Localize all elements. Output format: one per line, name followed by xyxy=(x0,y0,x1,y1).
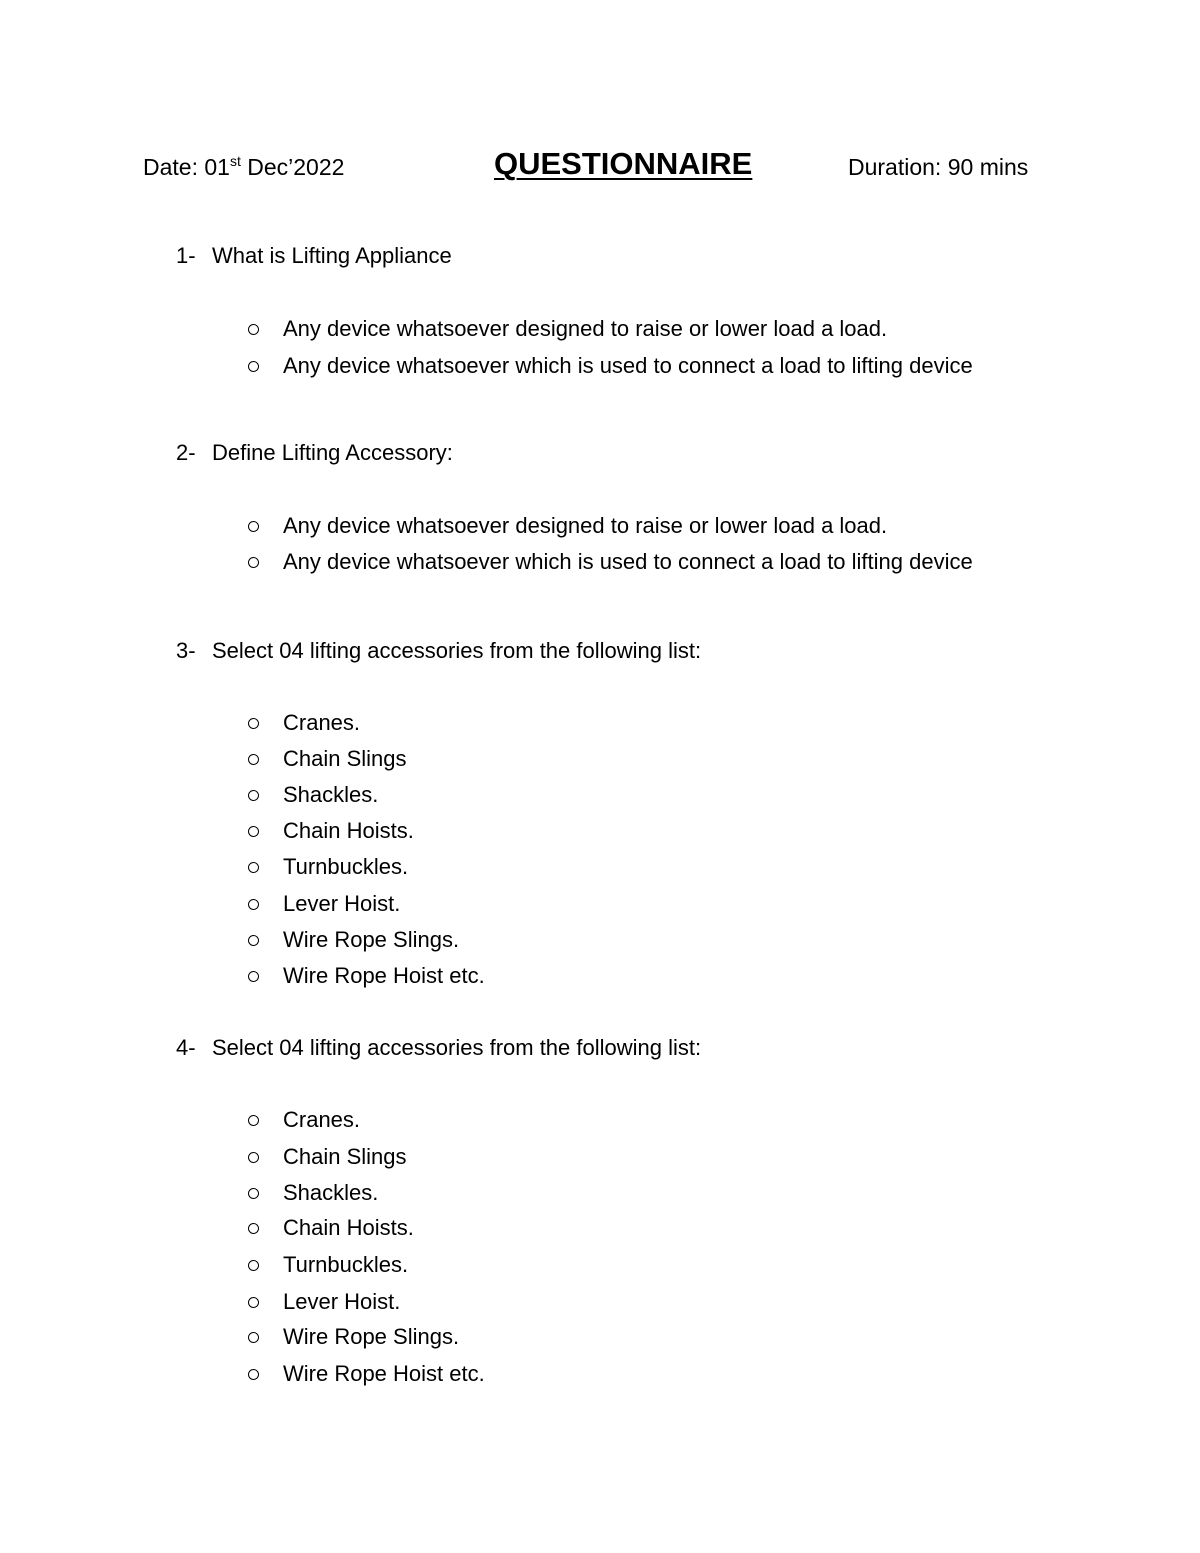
question-number: 3- xyxy=(176,638,196,663)
option-text: Chain Hoists. xyxy=(283,1215,414,1240)
page-title: QUESTIONNAIRE xyxy=(494,146,753,181)
hollow-circle-bullet-icon xyxy=(248,1115,259,1126)
hollow-circle-bullet-icon xyxy=(248,754,259,765)
option-text: Any device whatsoever designed to raise or lower load a load. xyxy=(283,316,888,341)
option-text: Wire Rope Slings. xyxy=(283,1324,460,1349)
date-ordinal-suffix: st xyxy=(229,153,241,169)
option-text: Chain Hoists. xyxy=(283,818,414,843)
hollow-circle-bullet-icon xyxy=(248,862,259,873)
question-number: 2- xyxy=(176,440,196,465)
date-prefix: Date: 01 xyxy=(143,154,230,180)
hollow-circle-bullet-icon xyxy=(248,935,259,946)
hollow-circle-bullet-icon xyxy=(248,557,259,568)
date-label xyxy=(143,154,344,181)
question-prompt: Select 04 lifting accessories from the following list: xyxy=(212,638,702,663)
hollow-circle-bullet-icon xyxy=(248,1332,259,1343)
option-text: Chain Slings xyxy=(283,746,407,771)
hollow-circle-bullet-icon xyxy=(248,826,259,837)
option-text: Wire Rope Hoist etc. xyxy=(283,1361,485,1386)
hollow-circle-bullet-icon xyxy=(248,1260,259,1271)
question-prompt: Select 04 lifting accessories from the following list: xyxy=(212,1035,702,1060)
hollow-circle-bullet-icon xyxy=(248,1223,259,1234)
question-2-text xyxy=(176,440,453,466)
hollow-circle-bullet-icon xyxy=(248,1188,259,1199)
option-text: Cranes. xyxy=(283,710,361,735)
option-text: Any device whatsoever which is used to connect a load to lifting device xyxy=(283,549,973,574)
question-prompt: What is Lifting Appliance xyxy=(212,243,452,268)
question-1-text xyxy=(176,243,452,269)
option-text: Wire Rope Hoist etc. xyxy=(283,963,485,988)
hollow-circle-bullet-icon xyxy=(248,790,259,801)
hollow-circle-bullet-icon xyxy=(248,324,259,335)
question-4-text xyxy=(176,1035,701,1061)
date-suffix: Dec’2022 xyxy=(240,154,345,180)
option-text: Shackles. xyxy=(283,1180,379,1205)
hollow-circle-bullet-icon xyxy=(248,521,259,532)
question-3-text xyxy=(176,638,701,664)
hollow-circle-bullet-icon xyxy=(248,718,259,729)
duration-label: Duration: 90 mins xyxy=(848,154,1029,180)
document-header xyxy=(0,146,1200,190)
option-text: Turnbuckles. xyxy=(283,1252,409,1277)
hollow-circle-bullet-icon xyxy=(248,361,259,372)
option-text: Shackles. xyxy=(283,782,379,807)
hollow-circle-bullet-icon xyxy=(248,1152,259,1163)
option-text: Lever Hoist. xyxy=(283,1289,401,1314)
option-text: Chain Slings xyxy=(283,1144,407,1169)
question-number: 1- xyxy=(176,243,196,268)
hollow-circle-bullet-icon xyxy=(248,899,259,910)
hollow-circle-bullet-icon xyxy=(248,1297,259,1308)
option-text: Turnbuckles. xyxy=(283,854,409,879)
option-text: Cranes. xyxy=(283,1107,361,1132)
hollow-circle-bullet-icon xyxy=(248,971,259,982)
question-number: 4- xyxy=(176,1035,196,1060)
question-prompt: Define Lifting Accessory: xyxy=(212,440,453,465)
option-text: Lever Hoist. xyxy=(283,891,401,916)
hollow-circle-bullet-icon xyxy=(248,1369,259,1380)
option-text: Any device whatsoever designed to raise or lower load a load. xyxy=(283,513,888,538)
option-text: Any device whatsoever which is used to connect a load to lifting device xyxy=(283,353,973,378)
option-text: Wire Rope Slings. xyxy=(283,927,460,952)
